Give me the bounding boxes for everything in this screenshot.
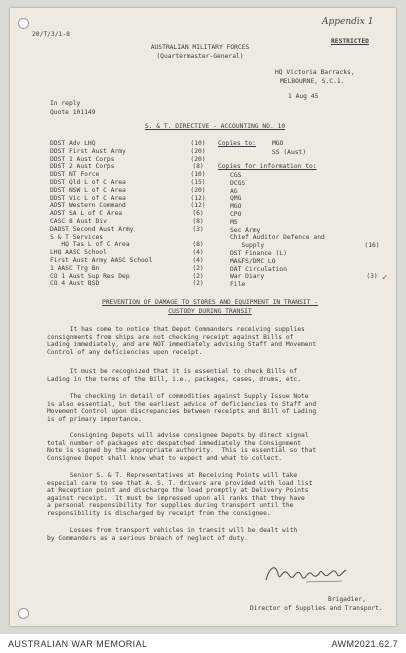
addressee-name: DADST Second Aust Army: [50, 225, 134, 233]
info-addressee-copies: [360, 211, 384, 219]
addressee-name: ADST Western Command: [50, 202, 126, 210]
addressee-name: CASC 8 Aust Div: [50, 217, 107, 225]
paragraph-3: The checking in detail of commodities against Supply Issue Note is also essential, but the earliest advice of deficiencies to Staff and Movement Control upon discrepancies between receipts and Bill of Lading is of primary importance.: [47, 393, 317, 423]
info-addressee-name: DCGS: [230, 179, 246, 187]
signatory-rank: Brigadier,: [328, 596, 366, 603]
addressee-name: S & T Services: [50, 233, 104, 241]
addressee-copies: (4): [192, 249, 204, 257]
addressee-copies: (6): [192, 210, 204, 218]
info-addressee-name: Sec Army: [230, 226, 261, 234]
addressee-name: DDST NT Force: [50, 171, 100, 179]
paragraph-5: Senior S. & T. Representatives at Receiving Points will take especial care to see that A. S. T. drivers are provided with load list at Reception point and discharge the load promptly at Delivery Points against receipt. It must be impressed upon all ranks that they have a personal responsibility for supplies during transport until the responsibility is discharged by receipt from the consignee.: [47, 472, 313, 517]
addressee-copies: (15): [190, 178, 206, 186]
punch-hole: [18, 608, 29, 619]
info-addressee-copies: (3): [366, 273, 378, 281]
red-check-mark: ✓: [382, 273, 388, 283]
punch-hole: [18, 18, 29, 29]
addressee-name: DDST 1 Aust Corps: [50, 155, 115, 163]
addressee-name: DDST NSW L of C Area: [50, 186, 126, 194]
addressee-copies: (3): [192, 225, 204, 233]
addressee-copies: (2): [192, 272, 204, 280]
footer-accession-number: AWM2021.62.7: [331, 639, 398, 649]
addressee-name: DDST First Aust Army: [50, 147, 126, 155]
info-addressee-name: AG: [230, 187, 238, 195]
info-addressee-name: MA&FS/DMC LO: [230, 257, 276, 265]
copies-to-item: SS (Aust): [272, 149, 307, 156]
copies-info-label: Copies for information to:: [218, 163, 317, 170]
distribution-copies: [188, 140, 208, 288]
info-addressee-copies: [360, 234, 384, 242]
addressee-name: CO 4 Aust BSD: [50, 280, 100, 288]
copies-to-item: MGO: [272, 140, 284, 147]
addressee-name: DDST Vic L of C Area: [50, 194, 126, 202]
addressee-copies: (12): [190, 202, 206, 210]
branch: (Quartermaster-General): [156, 53, 244, 60]
organisation: AUSTRALIAN MILITARY FORCES: [150, 44, 250, 51]
info-addressee-name: CPO: [230, 210, 242, 218]
file-reference: 20/T/3/1-8: [32, 31, 70, 38]
addressee-copies: (10): [190, 171, 206, 179]
classification: RESTRICTED: [331, 38, 369, 45]
info-addressee-copies: [360, 180, 384, 188]
reply-label: In reply: [50, 100, 81, 107]
addressee-name: 1 AASC Trg Bn: [50, 264, 100, 272]
addressee-name: DDST Adv LHQ: [50, 140, 96, 147]
subject-line-1: PREVENTION OF DAMAGE TO STORES AND EQUIPMENT IN TRANSIT -: [101, 299, 319, 306]
copies-to-label: Copies to:: [218, 140, 256, 147]
directive-title: S. & T. DIRECTIVE - ACCOUNTING NO. 10: [144, 123, 286, 130]
addressee-name: DDST Qld L of C Area: [50, 178, 126, 186]
addressee-copies: (4): [192, 256, 204, 264]
handwritten-signature: [262, 560, 350, 588]
addressee-copies: (20): [190, 186, 206, 194]
addressee-name: LHQ AASC School: [50, 249, 107, 257]
date: 1 Aug 45: [288, 93, 319, 100]
signatory-title: Director of Supplies and Transport.: [250, 605, 383, 612]
address-line-2: MELBOURNE, S.C.1.: [280, 78, 345, 85]
footer-bar: [0, 634, 406, 653]
info-addressee-name: Supply: [230, 242, 265, 250]
info-addressee-copies: [360, 195, 384, 203]
addressee-copies: (20): [190, 155, 206, 163]
addressee-copies: (2): [192, 264, 204, 272]
addressee-copies: (2): [192, 280, 204, 288]
reply-quote: Quote 101149: [50, 109, 96, 116]
info-addressee-copies: [360, 203, 384, 211]
info-addressee-name: DST Finance (L): [230, 249, 287, 257]
distribution-list: [50, 140, 210, 288]
handwritten-annotation: Appendix 1: [322, 17, 374, 27]
info-addressee-name: QMG: [230, 195, 242, 203]
info-addressee-copies: [360, 172, 384, 180]
paragraph-2: It must be recognized that it is essential to check Bills of Lading in the terms of the Bill, i.e., packages, cases, drums, etc.: [47, 368, 302, 383]
info-addressee-name: File: [230, 281, 246, 289]
addressee-copies: (8): [192, 241, 204, 249]
document-page: [10, 8, 396, 626]
info-addressee-copies: [360, 281, 384, 289]
info-addressee-copies: [360, 266, 384, 274]
info-addressee-name: MS: [230, 218, 238, 226]
info-addressee-name: Chief Auditor Defence and: [230, 234, 325, 242]
info-addressee-copies: [360, 227, 384, 235]
info-addressee-copies: [360, 188, 384, 196]
paragraph-6: Losses from transport vehicles in transit will be dealt with by Commanders as a serious breach of neglect of duty.: [47, 527, 298, 542]
info-addressee-copies: [360, 250, 384, 258]
paragraph-1: It has come to notice that Depot Commanders receiving supplies consignments from ships are not checking receipt against Bills of Lading immediately, and are NOT immediately advising Staff and Movement Control of any deficiencies upon receipt.: [47, 326, 317, 356]
info-addressee-name: CGS: [230, 172, 242, 179]
paragraph-4: Consigning Depots will advise consignee Depots by direct signal total number of packages etc despatched immediately the Consignment Note is signed by the appropriate authority. This is essential so that Consignee Depot shall know what to expect and what to collect.: [47, 432, 317, 462]
address-line-1: HQ Victoria Barracks,: [275, 69, 355, 76]
addressee-copies: (20): [190, 147, 206, 155]
addressee-copies: (12): [190, 194, 206, 202]
info-addressee-name: War Diary: [230, 273, 265, 281]
addressee-name: ADST SA L of C Area: [50, 210, 123, 218]
subject-line-2: CUSTODY DURING TRANSIT: [168, 308, 252, 315]
footer-institution: AUSTRALIAN WAR MEMORIAL: [8, 639, 148, 649]
info-addressee-name: DAT Circulation: [230, 265, 287, 273]
addressee-copies: (10): [190, 140, 206, 147]
addressee-name: DDST 2 Aust Corps: [50, 163, 115, 171]
addressee-name: HQ Tas L of C Area: [50, 241, 130, 249]
addressee-name: First Aust Army AASC School: [50, 256, 153, 264]
addressee-name: CO 1 Aust Sup Res Dep: [50, 272, 130, 280]
addressee-copies: [188, 234, 208, 242]
info-addressee-copies: (16): [364, 242, 380, 250]
info-addressee-copies: [360, 219, 384, 227]
information-list: [230, 172, 350, 289]
addressee-copies: (8): [192, 217, 204, 225]
info-addressee-copies: [360, 258, 384, 266]
information-copies: [360, 172, 384, 289]
info-addressee-name: MGO: [230, 203, 242, 211]
addressee-copies: (8): [192, 163, 204, 171]
